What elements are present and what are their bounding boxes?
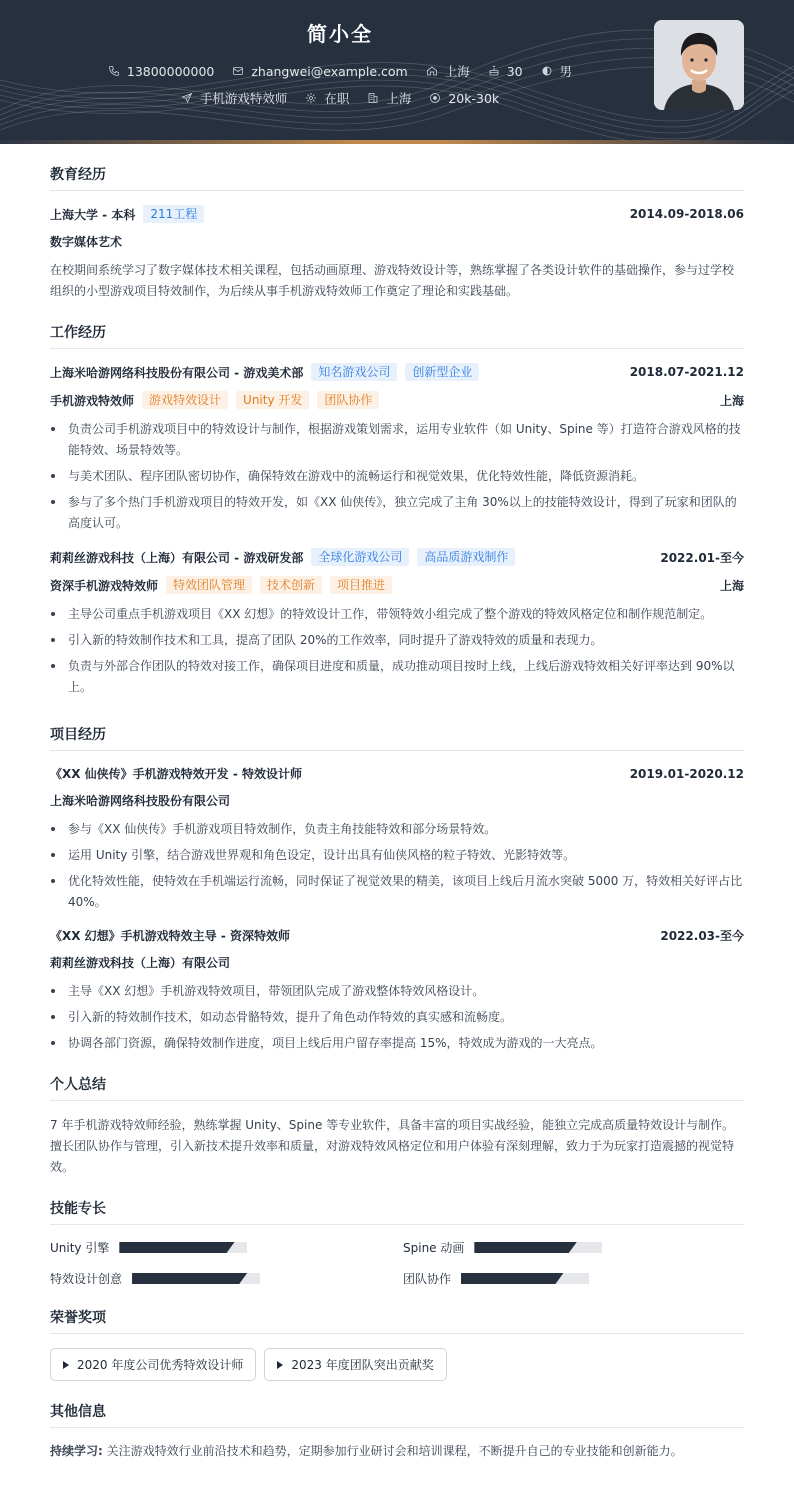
work-date: 2022.01-至今 — [660, 550, 744, 565]
company-tag: 创新型企业 — [405, 363, 479, 381]
mail-icon — [232, 65, 244, 77]
major-line — [50, 233, 744, 250]
skill-name: Spine 动画 — [403, 1241, 465, 1255]
list-item: 优化特效性能，使特效在手机端运行流畅，同时保证了视觉效果的精美，该项目上线后月流水突破 5000 万，特效相关好评占比 40%。 — [50, 871, 744, 913]
education-title: 教育经历 — [50, 164, 744, 191]
job-target-item — [181, 89, 288, 107]
education-description: 在校期间系统学习了数字媒体技术相关课程，包括动画原理、游戏特效设计等，熟练掌握了各类设计软件的基础操作，参与过学校组织的小型游戏项目特效制作，为后续从事手机游戏特效师工作奠定了理论和实践基础。 — [50, 263, 735, 298]
skill-name: 团队协作 — [403, 1272, 452, 1286]
work-city: 上海 — [719, 393, 744, 408]
skill-bar — [461, 1273, 589, 1284]
building-icon — [367, 92, 379, 104]
skill-bar — [132, 1273, 260, 1284]
location-item — [426, 62, 470, 80]
honor-badge — [264, 1348, 446, 1381]
play-icon — [277, 1361, 283, 1369]
skills-grid — [50, 1239, 744, 1287]
project-company: 上海米哈游网络科技股份有限公司 — [50, 794, 231, 808]
header-accent-bar — [0, 140, 794, 144]
salary-item — [429, 91, 499, 106]
company-tag: 高品质游戏制作 — [417, 548, 515, 566]
project-item — [50, 765, 744, 913]
list-item: 与美术团队、程序团队密切协作，确保特效在游戏中的流畅运行和视觉效果，优化特效性能，降低资源消耗。 — [50, 466, 744, 487]
role-tag: 团队协作 — [317, 391, 379, 409]
status-text: 在职 — [324, 91, 350, 106]
role-tag: 游戏特效设计 — [142, 391, 228, 409]
skill-item — [50, 1270, 403, 1287]
skill-item — [403, 1270, 744, 1287]
send-icon — [181, 92, 193, 104]
skill-fill — [119, 1242, 234, 1253]
gear-icon — [305, 92, 317, 104]
email-text: zhangwei@example.com — [251, 63, 408, 79]
skill-fill — [474, 1242, 576, 1253]
company-tag: 全球化游戏公司 — [311, 548, 409, 566]
resume-body — [0, 164, 794, 1459]
work-bullets — [50, 604, 744, 698]
education-header — [50, 205, 744, 223]
resume-header — [0, 0, 794, 140]
other-info — [50, 1442, 744, 1459]
project-company: 莉莉丝游戏科技（上海）有限公司 — [50, 956, 231, 970]
contact-row — [0, 62, 680, 80]
skill-fill — [132, 1273, 247, 1284]
job-target-text: 手机游戏特效师 — [199, 91, 288, 106]
location-text: 上海 — [444, 64, 470, 79]
education-date: 2014.09-2018.06 — [629, 207, 744, 221]
work-item — [50, 548, 744, 698]
skill-bar — [119, 1242, 247, 1253]
work-bullets — [50, 419, 744, 534]
cake-icon — [488, 65, 500, 77]
role-tag: Unity 开发 — [236, 391, 309, 409]
summary-section — [50, 1074, 744, 1178]
list-item: 参与了多个热门手机游戏项目的特效开发，如《XX 仙侠传》，独立完成了主角 30%以上的技能特效设计，得到了玩家和团队的高度认可。 — [50, 492, 744, 534]
role-tag: 特效团队管理 — [166, 576, 252, 594]
skill-item — [403, 1239, 744, 1256]
list-item: 协调各部门资源，确保特效制作进度，项目上线后用户留存率提高 15%，特效成为游戏的一大亮点。 — [50, 1033, 744, 1054]
skill-bar — [474, 1242, 602, 1253]
phone-text: 13800000000 — [126, 63, 215, 79]
status-item — [305, 89, 349, 107]
other-text: 关注游戏特效行业前沿技术和趋势，定期参加行业研讨会和培训课程，不断提升自己的专业技能和创新能力。 — [106, 1444, 683, 1458]
skills-section — [50, 1198, 744, 1287]
summary-title: 个人总结 — [50, 1074, 744, 1101]
avatar-photo — [654, 20, 744, 110]
project-title: 项目经历 — [50, 724, 744, 751]
avatar — [654, 20, 744, 110]
age-item — [488, 64, 523, 79]
project-item — [50, 927, 744, 1054]
other-title: 其他信息 — [50, 1401, 744, 1428]
project-bullets — [50, 819, 744, 913]
skill-name: Unity 引擎 — [50, 1241, 110, 1255]
work-title: 工作经历 — [50, 322, 744, 349]
honor-text: 2020 年度公司优秀特效设计师 — [77, 1358, 244, 1372]
home-icon — [426, 65, 438, 77]
list-item: 引入新的特效制作技术，如动态骨骼特效，提升了角色动作特效的真实感和流畅度。 — [50, 1007, 744, 1028]
target-city-item — [367, 89, 411, 107]
summary-text: 7 年手机游戏特效师经验，熟练掌握 Unity、Spine 等专业软件，具备丰富的项目实战经验，能独立完成高质量特效设计与制作。擅长团队协作与管理，引入新技术提升效率和质量，对游戏特效风格定位和用户体验有深刻理解，致力于为玩家打造震撼的视觉特效。 — [50, 1118, 735, 1174]
other-section — [50, 1401, 744, 1459]
education-section — [50, 164, 744, 302]
job-row — [0, 89, 680, 107]
project-name: 《XX 仙侠传》手机游戏特效开发 - 特效设计师 — [50, 767, 303, 781]
gender-text: 男 — [559, 64, 573, 79]
major: 数字媒体艺术 — [50, 235, 123, 249]
list-item: 引入新的特效制作技术和工具，提高了团队 20%的工作效率，同时提升了游戏特效的质量和表现力。 — [50, 630, 744, 651]
role-tag: 项目推进 — [330, 576, 392, 594]
work-city: 上海 — [719, 578, 744, 593]
list-item: 主导《XX 幻想》手机游戏特效项目，带领团队完成了游戏整体特效风格设计。 — [50, 981, 744, 1002]
list-item: 主导公司重点手机游戏项目《XX 幻想》的特效设计工作，带领特效小组完成了整个游戏的特效风格定位和制作规范制定。 — [50, 604, 744, 625]
honor-text: 2023 年度团队突出贡献奖 — [291, 1358, 434, 1372]
gender-item — [541, 62, 573, 80]
salary-text: 20k-30k — [448, 90, 500, 106]
job-role: 资深手机游戏特效师 — [50, 578, 159, 593]
coin-icon — [429, 92, 441, 104]
skill-item — [50, 1239, 403, 1256]
list-item: 负责与外部合作团队的特效对接工作，确保项目进度和质量，成功推动项目按时上线，上线后游戏特效相关好评率达到 90%以上。 — [50, 656, 744, 698]
email-item — [232, 64, 407, 79]
age-text: 30 — [506, 63, 523, 79]
phone-item — [108, 64, 214, 79]
project-date: 2019.01-2020.12 — [629, 766, 744, 781]
phone-icon — [108, 65, 120, 77]
job-role: 手机游戏特效师 — [50, 393, 135, 408]
company-name: 上海米哈游网络科技股份有限公司 - 游戏美术部 — [50, 365, 304, 380]
project-name: 《XX 幻想》手机游戏特效主导 - 资深特效师 — [50, 929, 291, 943]
project-section — [50, 724, 744, 1054]
target-city-text: 上海 — [386, 91, 412, 106]
honors-list — [50, 1348, 744, 1381]
honors-title: 荣誉奖项 — [50, 1307, 744, 1334]
honors-section — [50, 1307, 744, 1381]
role-tag: 技术创新 — [260, 576, 322, 594]
candidate-name: 简小全 — [307, 22, 373, 46]
honor-badge — [50, 1348, 256, 1381]
project-date: 2022.03-至今 — [660, 929, 744, 943]
work-section — [50, 322, 744, 698]
school-name: 上海大学 - 本科 — [50, 207, 136, 222]
skill-fill — [461, 1273, 563, 1284]
other-label: 持续学习: — [50, 1444, 103, 1458]
company-name: 莉莉丝游戏科技（上海）有限公司 - 游戏研发部 — [50, 550, 304, 565]
list-item: 参与《XX 仙侠传》手机游戏项目特效制作，负责主角技能特效和部分场景特效。 — [50, 819, 744, 840]
list-item: 负责公司手机游戏项目中的特效设计与制作，根据游戏策划需求，运用专业软件（如 Unity、Spine 等）打造符合游戏风格的技能特效、场景特效等。 — [50, 419, 744, 461]
list-item: 运用 Unity 引擎，结合游戏世界观和角色设定，设计出具有仙侠风格的粒子特效、光影特效等。 — [50, 845, 744, 866]
company-tag: 知名游戏公司 — [311, 363, 397, 381]
work-item — [50, 363, 744, 534]
school-tag: 211工程 — [143, 205, 204, 223]
skill-name: 特效设计创意 — [50, 1272, 123, 1286]
play-icon — [63, 1361, 69, 1369]
work-date: 2018.07-2021.12 — [629, 365, 744, 379]
gender-icon — [541, 65, 553, 77]
project-bullets — [50, 981, 744, 1054]
skills-title: 技能专长 — [50, 1198, 744, 1225]
